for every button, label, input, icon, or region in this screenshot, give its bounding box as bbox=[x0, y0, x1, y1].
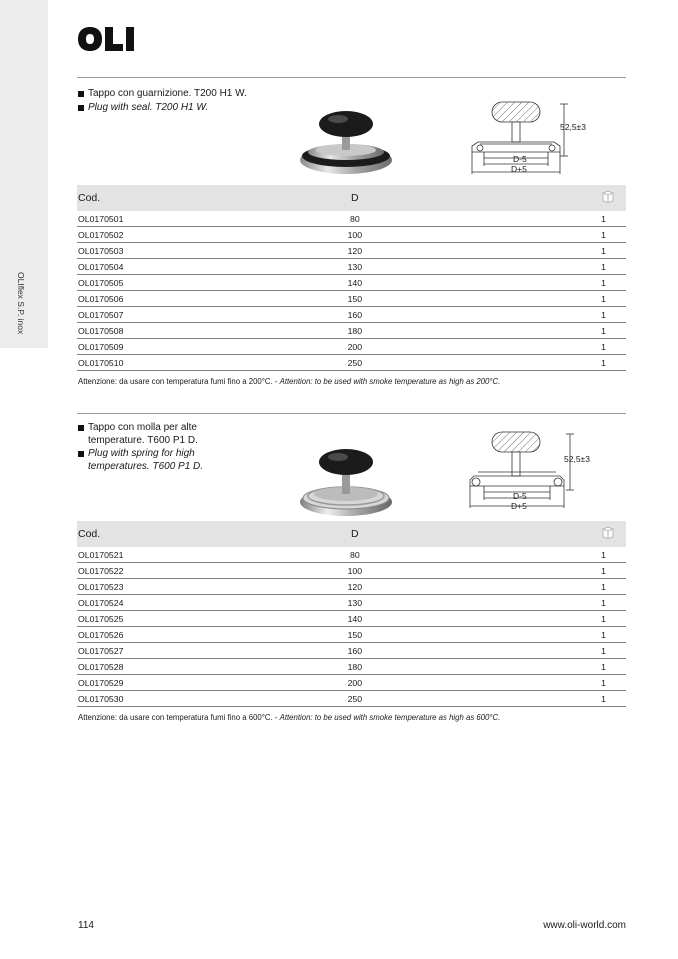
header-package bbox=[457, 185, 626, 211]
header-d: D bbox=[253, 185, 456, 211]
table-row bbox=[77, 339, 626, 355]
box-icon bbox=[602, 526, 614, 539]
square-bullet-icon bbox=[78, 91, 84, 97]
dimension-d-minus: D-5 bbox=[513, 491, 527, 501]
package-quantity: 1 bbox=[457, 627, 626, 643]
table-row bbox=[77, 563, 626, 579]
dimension-height: 52,5±3 bbox=[564, 454, 590, 464]
diameter-value: 80 bbox=[253, 547, 456, 563]
package-quantity: 1 bbox=[457, 595, 626, 611]
diameter-value: 160 bbox=[253, 643, 456, 659]
diameter-value: 250 bbox=[253, 355, 456, 371]
product-code: OL0170506 bbox=[77, 291, 253, 307]
package-quantity: 1 bbox=[457, 355, 626, 371]
product-code: OL0170528 bbox=[77, 659, 253, 675]
product-code: OL0170521 bbox=[77, 547, 253, 563]
diameter-value: 130 bbox=[253, 259, 456, 275]
side-label: OLIflex S.P. inox bbox=[16, 272, 26, 335]
table-row bbox=[77, 259, 626, 275]
package-quantity: 1 bbox=[457, 291, 626, 307]
plug-with-seal-photo bbox=[298, 110, 394, 176]
diameter-value: 100 bbox=[253, 563, 456, 579]
section-1-note: Attenzione: da usare con temperatura fumi fino a 200°C. - Attention: to be used with smoke temperature as high as 200°C. bbox=[78, 377, 501, 386]
table-row bbox=[77, 307, 626, 323]
package-quantity: 1 bbox=[457, 227, 626, 243]
section-2-description bbox=[78, 422, 278, 474]
dimension-d-plus: D+5 bbox=[511, 164, 527, 174]
product-code: OL0170522 bbox=[77, 563, 253, 579]
package-quantity: 1 bbox=[457, 611, 626, 627]
title-en: Plug with seal. T200 H1 W. bbox=[78, 102, 278, 115]
table-row bbox=[77, 595, 626, 611]
table-row bbox=[77, 355, 626, 371]
section-1-table bbox=[77, 185, 626, 371]
diameter-value: 80 bbox=[253, 211, 456, 227]
diameter-value: 140 bbox=[253, 611, 456, 627]
table-row bbox=[77, 659, 626, 675]
table-row bbox=[77, 579, 626, 595]
oli-logo bbox=[78, 25, 138, 53]
product-code: OL0170504 bbox=[77, 259, 253, 275]
dimension-height: 52,5±3 bbox=[560, 122, 586, 132]
diameter-value: 200 bbox=[253, 675, 456, 691]
product-code: OL0170523 bbox=[77, 579, 253, 595]
product-code: OL0170529 bbox=[77, 675, 253, 691]
package-quantity: 1 bbox=[457, 579, 626, 595]
plug-with-spring-drawing bbox=[464, 428, 614, 516]
title-it: Tappo con molla per alte temperature. T600 P1 D. bbox=[78, 422, 278, 447]
plug-with-seal-drawing bbox=[464, 96, 614, 184]
table-row bbox=[77, 627, 626, 643]
table-row bbox=[77, 547, 626, 563]
table-row bbox=[77, 675, 626, 691]
square-bullet-icon bbox=[78, 425, 84, 431]
page-number: 114 bbox=[78, 920, 94, 931]
diameter-value: 130 bbox=[253, 595, 456, 611]
table-row bbox=[77, 227, 626, 243]
diameter-value: 120 bbox=[253, 243, 456, 259]
section-1-description bbox=[78, 88, 278, 115]
product-code: OL0170527 bbox=[77, 643, 253, 659]
plug-with-spring-photo bbox=[298, 446, 394, 518]
package-quantity: 1 bbox=[457, 675, 626, 691]
square-bullet-icon bbox=[78, 451, 84, 457]
diameter-value: 250 bbox=[253, 691, 456, 707]
table-row bbox=[77, 691, 626, 707]
product-code: OL0170507 bbox=[77, 307, 253, 323]
header-code: Cod. bbox=[77, 521, 253, 547]
table-row bbox=[77, 323, 626, 339]
product-code: OL0170501 bbox=[77, 211, 253, 227]
diameter-value: 180 bbox=[253, 323, 456, 339]
product-code: OL0170510 bbox=[77, 355, 253, 371]
diameter-value: 140 bbox=[253, 275, 456, 291]
section-1-rule bbox=[77, 77, 626, 78]
diameter-value: 120 bbox=[253, 579, 456, 595]
package-quantity: 1 bbox=[457, 547, 626, 563]
package-quantity: 1 bbox=[457, 307, 626, 323]
diameter-value: 100 bbox=[253, 227, 456, 243]
header-package bbox=[457, 521, 626, 547]
section-2-rule bbox=[77, 413, 626, 414]
diameter-value: 150 bbox=[253, 627, 456, 643]
package-quantity: 1 bbox=[457, 339, 626, 355]
website-url[interactable]: www.oli-world.com bbox=[543, 920, 626, 931]
table-row bbox=[77, 643, 626, 659]
box-icon bbox=[602, 190, 614, 203]
product-code: OL0170509 bbox=[77, 339, 253, 355]
table-row bbox=[77, 611, 626, 627]
diameter-value: 160 bbox=[253, 307, 456, 323]
package-quantity: 1 bbox=[457, 211, 626, 227]
section-2-table bbox=[77, 521, 626, 707]
package-quantity: 1 bbox=[457, 243, 626, 259]
package-quantity: 1 bbox=[457, 691, 626, 707]
package-quantity: 1 bbox=[457, 659, 626, 675]
table-header-row bbox=[77, 185, 626, 211]
package-quantity: 1 bbox=[457, 275, 626, 291]
header-d: D bbox=[253, 521, 456, 547]
section-2-note: Attenzione: da usare con temperatura fumi fino a 600°C. - Attention: to be used with smoke temperature as high as 600°C. bbox=[78, 713, 501, 722]
dimension-d-minus: D-5 bbox=[513, 154, 527, 164]
diameter-value: 150 bbox=[253, 291, 456, 307]
title-it: Tappo con guarnizione. T200 H1 W. bbox=[78, 88, 278, 101]
table-row bbox=[77, 275, 626, 291]
table-header-row bbox=[77, 521, 626, 547]
package-quantity: 1 bbox=[457, 563, 626, 579]
header-code: Cod. bbox=[77, 185, 253, 211]
package-quantity: 1 bbox=[457, 643, 626, 659]
title-en: Plug with spring for high temperatures. T600 P1 D. bbox=[78, 448, 278, 473]
product-code: OL0170526 bbox=[77, 627, 253, 643]
product-code: OL0170530 bbox=[77, 691, 253, 707]
square-bullet-icon bbox=[78, 105, 84, 111]
package-quantity: 1 bbox=[457, 259, 626, 275]
product-code: OL0170525 bbox=[77, 611, 253, 627]
dimension-d-plus: D+5 bbox=[511, 501, 527, 511]
product-code: OL0170508 bbox=[77, 323, 253, 339]
product-code: OL0170503 bbox=[77, 243, 253, 259]
diameter-value: 200 bbox=[253, 339, 456, 355]
product-code: OL0170505 bbox=[77, 275, 253, 291]
product-code: OL0170502 bbox=[77, 227, 253, 243]
table-row bbox=[77, 291, 626, 307]
table-row bbox=[77, 211, 626, 227]
table-row bbox=[77, 243, 626, 259]
product-code: OL0170524 bbox=[77, 595, 253, 611]
diameter-value: 180 bbox=[253, 659, 456, 675]
package-quantity: 1 bbox=[457, 323, 626, 339]
